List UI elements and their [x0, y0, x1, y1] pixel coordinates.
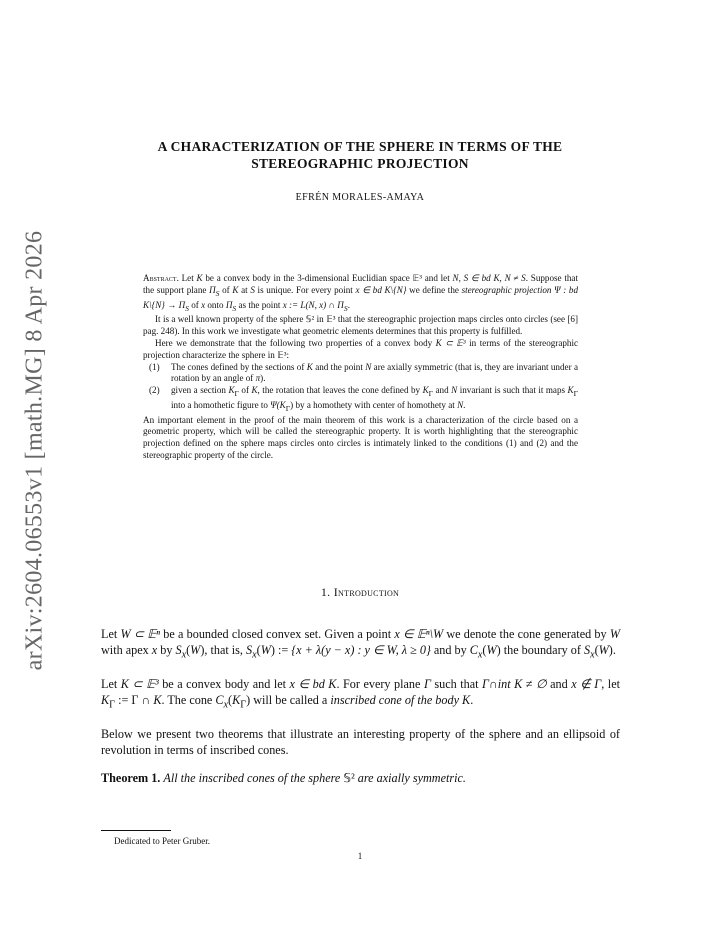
theorem-label: Theorem 1.	[101, 771, 161, 786]
properties-list	[143, 362, 578, 415]
author: EFRÉN MORALES-AMAYA	[295, 192, 425, 203]
page-number: 1	[357, 851, 363, 861]
abstract-label: Abstract.	[143, 273, 179, 283]
title-line-2: STEREOGRAPHIC PROJECTION	[251, 156, 469, 171]
abstract	[143, 273, 578, 462]
abstract-paragraph-2: It is a well known property of the sphere 𝕊² in 𝔼³ that the stereographic projection maps circles onto circles (see [6] pag. 248). In this work we investigate what geometric elements determines that this property is fulfilled.	[143, 314, 578, 336]
stereographic-projection-term: stereographic projection	[461, 284, 552, 295]
arxiv-stamp	[10, 230, 60, 670]
theorem-1: Theorem 1. All the inscribed cones of the sphere 𝕊² are axially symmetric.	[101, 771, 466, 786]
body-paragraph-3: Below we present two theorems that illustrate an interesting property of the sphere and an ellipsoid of revolution in terms of inscribed cones.	[101, 726, 620, 757]
footnote-rule	[101, 830, 171, 831]
inscribed-cone-term: inscribed cone of the body	[330, 693, 459, 708]
section-title-introduction: 1. Introduction	[320, 585, 400, 599]
introduction-body	[101, 626, 620, 798]
abstract-paragraph-1: Abstract. Let K be a convex body in the 3-dimensional Euclidian space 𝔼³ and let N, S ∈ bd K, N ≠ S. Suppose that the support plane $\Pi_S$ of K at S is unique. For every point x ∈ bd K\{N} we define the stereographic projection Ψ : bd K\{N} → $\Pi_S$ of x onto $\Pi_S$ as the point x := L(N, x) ∩ $\Pi_S$.	[143, 273, 578, 313]
arxiv-identifier: arXiv:2604.06553v1 [math.MG] 8 Apr 2026	[21, 230, 48, 670]
abstract-paragraph-3: Here we demonstrate that the following two properties of a convex body K ⊂ 𝔼³ in terms of the stereographic projection characterize the sphere in 𝔼³:	[143, 337, 579, 360]
property-item-2: (2) given a section $K_\Gamma$ of K, the rotation that leaves the cone defined by $K_\Gamma$ and N invariant is such that it maps $K_\Gamma$ into a homothetic figure to $\Psi(K_\Gamma)$ by a homothety with center of homothety at N.	[149, 385, 579, 413]
property-item-1: (1) The cones defined by the sections of K and the point N are axially symmetric (that is, they are invariant under a rotation by an angle of π).	[149, 361, 578, 384]
paper-title	[100, 138, 620, 172]
title-line-1: A CHARACTERIZATION OF THE SPHERE IN TERMS OF THE	[157, 139, 563, 154]
body-paragraph-1: Let W ⊂ 𝔼ⁿ be a bounded closed convex set. Given a point x ∈ 𝔼ⁿ\W we denote the cone generated by W with apex x by $S_x(W)$, that is, $S_x(W)$ := {x + λ(y − x) : y ∈ W, λ ≥ 0} and by $C_x(W)$ the boundary of $S_x(W)$.	[101, 627, 621, 661]
body-paragraph-2: Let K ⊂ 𝔼³ be a convex body and let x ∈ bd K. For every plane Γ such that Γ∩int K ≠ ∅ and x ∉ Γ, let $K_\Gamma$ := Γ ∩ K. The cone $C_x(K_\Gamma)$ will be called a inscribed cone of the body K.	[101, 676, 620, 711]
footnote-dedication: Dedicated to Peter Gruber.	[114, 836, 210, 846]
abstract-paragraph-4: An important element in the proof of the main theorem of this work is a characterization of the circle based on a geometric property, which will be called the stereographic property. It is worth highlighting that the stereographic projection defined on the sphere maps circles onto circles is intimately linked to the conditions (1) and (2) and the stereographic property of the circle.	[143, 414, 578, 461]
